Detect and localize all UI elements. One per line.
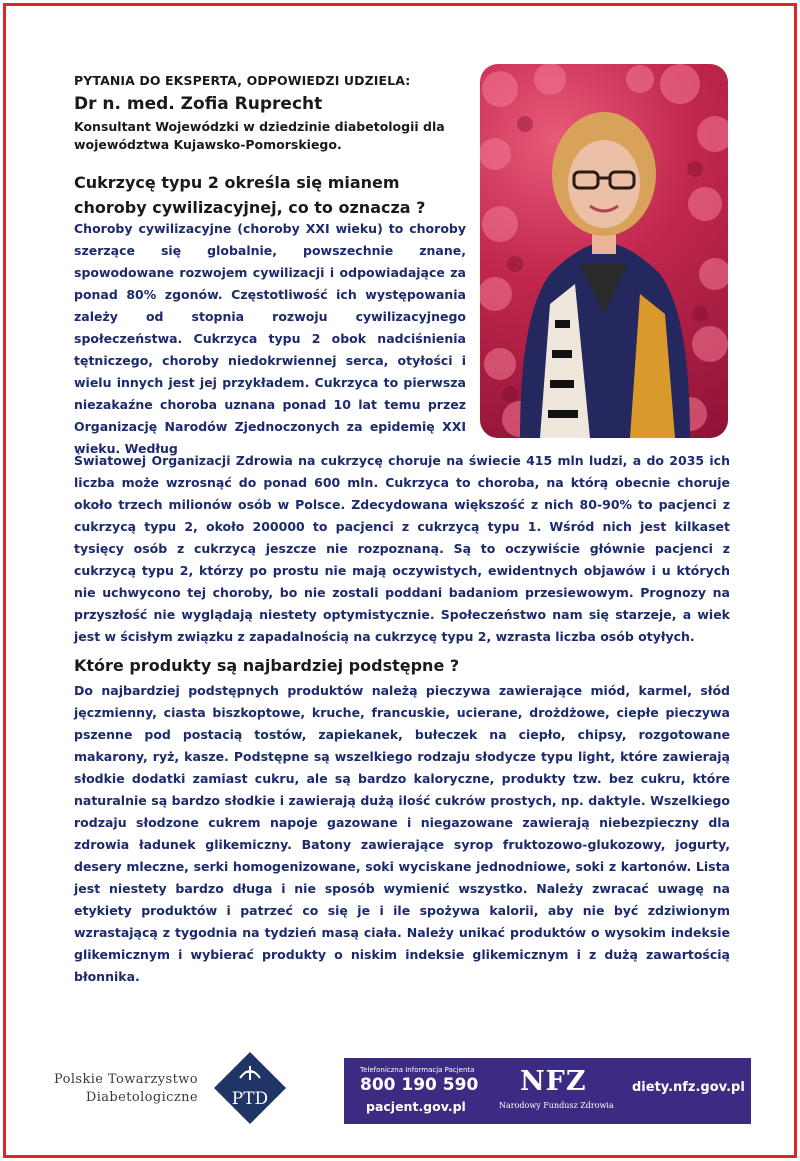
ptd-logo-text: PTD <box>231 1089 269 1109</box>
nfz-patient-site-link[interactable]: pacjent.gov.pl <box>366 1099 466 1114</box>
ptd-logo <box>212 1050 288 1130</box>
question-1: Cukrzycę typu 2 określa się mianem choroby cywilizacyjnej, co to oznacza ? <box>74 173 426 217</box>
nfz-info-label: Telefoniczna Informacja Pacjenta <box>360 1066 475 1074</box>
nfz-diety-link[interactable]: diety.nfz.gov.pl <box>632 1080 745 1095</box>
nfz-banner <box>344 1058 751 1124</box>
nfz-phone-number: 800 190 590 <box>360 1075 479 1095</box>
answer-2: Do najbardziej podstępnych produktów należą pieczywa zawierające miód, karmel, słód jęczmienny, ciasta biszkoptowe, kruche, francuskie, ucierane, drożdżowe, ciepłe pieczywa pszenne pod postacią tostów, zapiekanek, bułeczek na ciepło, chipsy, rozgotowane makarony, ryż, kasze. Podstępne są wszelkiego rodzaju słodycze typu light, które zawierają słodkie dodatki zamiast cukru, ale są bardzo kaloryczne, produkty tzw. bez cukru, które naturalnie są bardzo słodkie i zawierają dużą ilość cukrów prostych, np. daktyle. Wszelkiego rodzaju słodzone cukrem napoje gazowane i niegazowane zawierają niebezpieczny dla zdrowia ładunek glikemiczny. Batony zawierające syrop fruktozowo-glukozowy, jogurty, desery mleczne, serki homogenizowane, soki wyciskane jednodniowe, soki z kartonów. Lista jest niestety bardzo długa i nie sposób wymienić wszystko. Należy zwracać uwagę na etykiety produktów i patrzeć co się je i ile spożywa kalorii, aby nie być zdziwionym wzrastającą z tygodnia na tydzień masą ciała. Należy unikać produktów o wysokim indeksie glikemicznym i wybierać produkty o niskim indeksie glikemicznym i z dużą zawartością błonnika. <box>74 683 730 984</box>
author-name: Dr n. med. Zofia Ruprecht <box>74 94 323 114</box>
nfz-subtitle: Narodowy Fundusz Zdrowia <box>499 1101 614 1110</box>
ptd-organization-name <box>54 1071 198 1107</box>
answer-1-part-2: Światowej Organizacji Zdrowia na cukrzycę choruje na świecie 415 mln ludzi, a do 2035 ich liczba może wzrosnąć do ponad 600 mln. Cukrzyca to choroba, na którą obecnie choruje około trzech milionów osób w Polsce. Zdecydowana większość z nich 80-90% to pacjenci z cukrzycą typu 2, około 200000 to pacjenci z cukrzycą typu 1. Wśród nich jest kilkaset tysięcy osób z cukrzycą jeszcze nie rozpoznaną. Są to oczywiście głównie pacjenci z cukrzycą typu 2, którzy po prostu nie mają oczywistych, ewidentnych objawów i u których nie uchwycono tej choroby, bo nie zostali poddani badaniom przesiewowym. Prognozy na przyszłość nie wyglądają niestety optymistycznie. Społeczeństwo nam się starzeje, a wiek jest w ścisłym związku z zapadalnością na cukrzycę typu 2, wzrasta liczba osób otyłych. <box>74 453 730 644</box>
author-photo <box>480 64 728 438</box>
expert-header-label: PYTANIA DO EKSPERTA, ODPOWIEDZI UDZIELA: <box>74 73 411 88</box>
answer-1-part-1: Choroby cywilizacyjne (choroby XXI wieku) to choroby szerzące się globalnie, powszechnie znane, spowodowane rozwojem cywilizacji i odpowiadające za ponad 80% zgonów. Częstotliwość ich występowania zależy od stopnia rozwoju cywilizacyjnego społeczeństwa. Cukrzyca typu 2 obok nadciśnienia tętniczego, choroby niedokrwiennej serca, otyłości i wielu innych jest jej przykładem. Cukrzyca to pierwsza niezakaźne choroba uznana ponad 10 lat temu przez Organizację Narodów Zjednoczonych za epidemię XXI wieku. Według <box>74 221 466 456</box>
author-title: Konsultant Wojewódzki w dziedzinie diabetologii dla województwa Kujawsko-Pomorskiego. <box>74 119 445 152</box>
question-2: Które produkty są najbardziej podstępne ? <box>74 656 460 675</box>
nfz-logo: NFZ <box>520 1066 587 1097</box>
ptd-name-line-1: Polskie Towarzystwo <box>54 1072 198 1087</box>
ptd-name-line-2: Diabetologiczne <box>85 1090 198 1105</box>
